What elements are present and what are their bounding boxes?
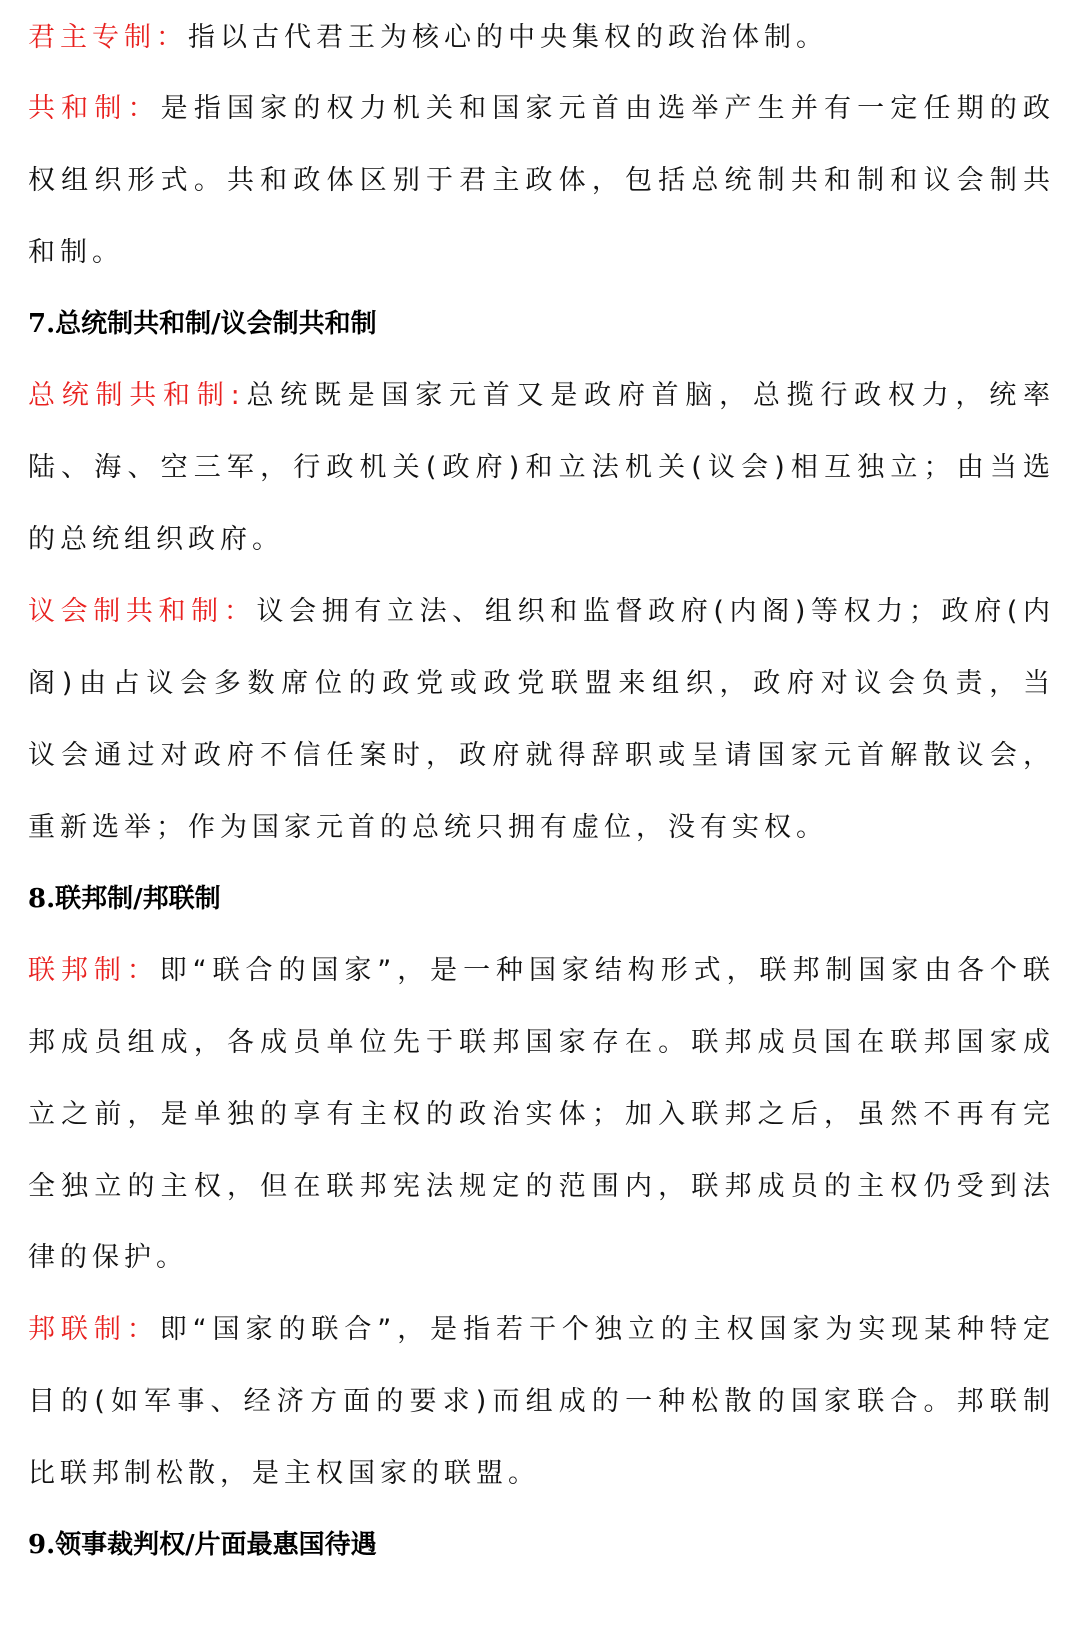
definition-line: 比联邦制松散，是主权国家的联盟。 — [28, 1458, 540, 1489]
section-heading: 9.领事裁判权/片面最惠国待遇 — [28, 1530, 377, 1560]
definition-line: 的总统组织政府。 — [28, 524, 284, 555]
definition-line: 权组织形式。共和政体区别于君主政体，包括总统制共和制和议会制共 — [28, 165, 1050, 196]
definition-text: 指以古代君王为核心的中央集权的政治体制。 — [188, 22, 828, 53]
definition-line: 议会通过对政府不信任案时，政府就得辞职或呈请国家元首解散议会， — [28, 740, 1050, 771]
term-label: 邦联制： — [28, 1314, 160, 1345]
definition-line: 目的(如军事、经济方面的要求)而组成的一种松散的国家联合。邦联制 — [28, 1386, 1050, 1417]
section-heading: 7.总统制共和制/议会制共和制 — [28, 309, 377, 339]
definition-line: 陆、海、空三军，行政机关(政府)和立法机关(议会)相互独立；由当选 — [28, 452, 1050, 483]
definition-line — [28, 18, 1050, 58]
definition-line: 阁)由占议会多数席位的政党或政党联盟来组织，政府对议会负责，当 — [28, 668, 1050, 699]
term-label: 总统制共和制: — [28, 380, 240, 411]
term-label: 共和制： — [28, 93, 161, 124]
definition-line: 全独立的主权，但在联邦宪法规定的范围内，联邦成员的主权仍受到法 — [28, 1171, 1050, 1202]
definition-line: 重新选举；作为国家元首的总统只拥有虚位，没有实权。 — [28, 812, 828, 843]
term-label: 议会制共和制： — [28, 596, 257, 627]
definition-line — [28, 951, 1050, 991]
definition-line: 律的保护。 — [28, 1242, 188, 1273]
definition-line: 立之前，是单独的享有主权的政治实体；加入联邦之后，虽然不再有完 — [28, 1099, 1050, 1130]
definition-line — [28, 592, 1050, 632]
definition-line: 邦成员组成，各成员单位先于联邦国家存在。联邦成员国在联邦国家成 — [28, 1027, 1050, 1058]
definition-text: 总统既是国家元首又是政府首脑，总揽行政权力，统率 — [239, 380, 1050, 411]
definition-line: 和制。 — [28, 237, 124, 268]
definition-text: 议会拥有立法、组织和监督政府(内阁)等权力；政府(内 — [256, 596, 1050, 627]
section-heading: 8.联邦制/邦联制 — [28, 884, 221, 914]
definition-line — [28, 1310, 1050, 1350]
definition-line — [28, 376, 1050, 416]
definition-text: 即“联合的国家”，是一种国家结构形式，联邦制国家由各个联 — [159, 955, 1050, 986]
term-label: 联邦制： — [28, 955, 160, 986]
definition-text: 是指国家的权力机关和国家元首由选举产生并有一定任期的政 — [160, 93, 1051, 124]
term-label: 君主专制： — [28, 22, 188, 53]
definition-text: 即“国家的联合”，是指若干个独立的主权国家为实现某种特定 — [159, 1314, 1050, 1345]
definition-line — [28, 89, 1050, 129]
